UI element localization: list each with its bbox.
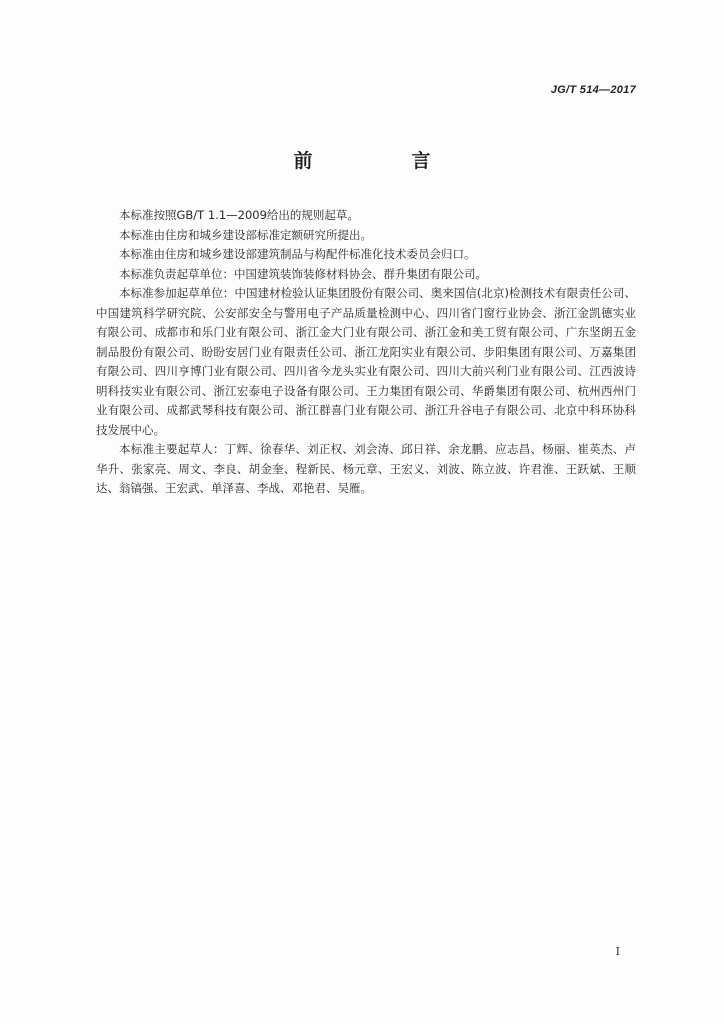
paragraph-administrator: 本标准由住房和城乡建设部建筑制品与构配件标准化技术委员会归口。 xyxy=(119,247,476,261)
paragraph-main-drafters: 本标准主要起草人：丁辉、徐春华、刘正权、刘会涛、邱日祥、余龙鹏、应志昌、杨丽、崔英杰、卢华升、张家亮、周文、李良、胡金奎、程新民、杨元章、王宏义、刘波、陈立波、许君淮、王跃斌、王顺达、翁镐强、王宏武、单泽喜、李战、邓艳君、吴雁。 xyxy=(96,442,636,495)
paragraph-participating-units: 本标准参加起草单位：中国建材检验认证集团股份有限公司、奥来国信(北京)检测技术有限责任公司、中国建筑科学研究院、公安部安全与警用电子产品质量检测中心、四川省门窗行业协会、浙江金凯德实业有限公司、成都市和乐门业有限公司、浙江金大门业有限公司、浙江金和美工贸有限公司、广东坚朗五金制品股份有限公司、盼盼安居门业有限责任公司、浙江龙阳实业有限公司、步阳集团有限公司、万嘉集团有限公司、四川亨博门业有限公司、四川省今龙头实业有限公司、四川大前兴利门业有限公司、江西波诗明科技实业有限公司、浙江宏泰电子设备有限公司、王力集团有限公司、华爵集团有限公司、杭州西州门业有限公司、成都武琴科技有限公司、浙江群喜门业有限公司、浙江升谷电子有限公司、北京中科环协科技发展中心。 xyxy=(96,286,636,437)
page-title: 前 言 xyxy=(293,150,471,172)
paragraph-drafting-rules: 本标准按照GB/T 1.1—2009给出的规则起草。 xyxy=(119,208,359,222)
page-number: I xyxy=(615,945,620,958)
paragraph-lead-drafter: 本标准负责起草单位：中国建筑装饰装修材料协会、群升集团有限公司。 xyxy=(119,266,487,281)
standard-code: JG/T 514—2017 xyxy=(550,84,636,96)
foreword-body xyxy=(96,206,636,499)
paragraph-proposer: 本标准由住房和城乡建设部标准定额研究所提出。 xyxy=(119,227,372,242)
